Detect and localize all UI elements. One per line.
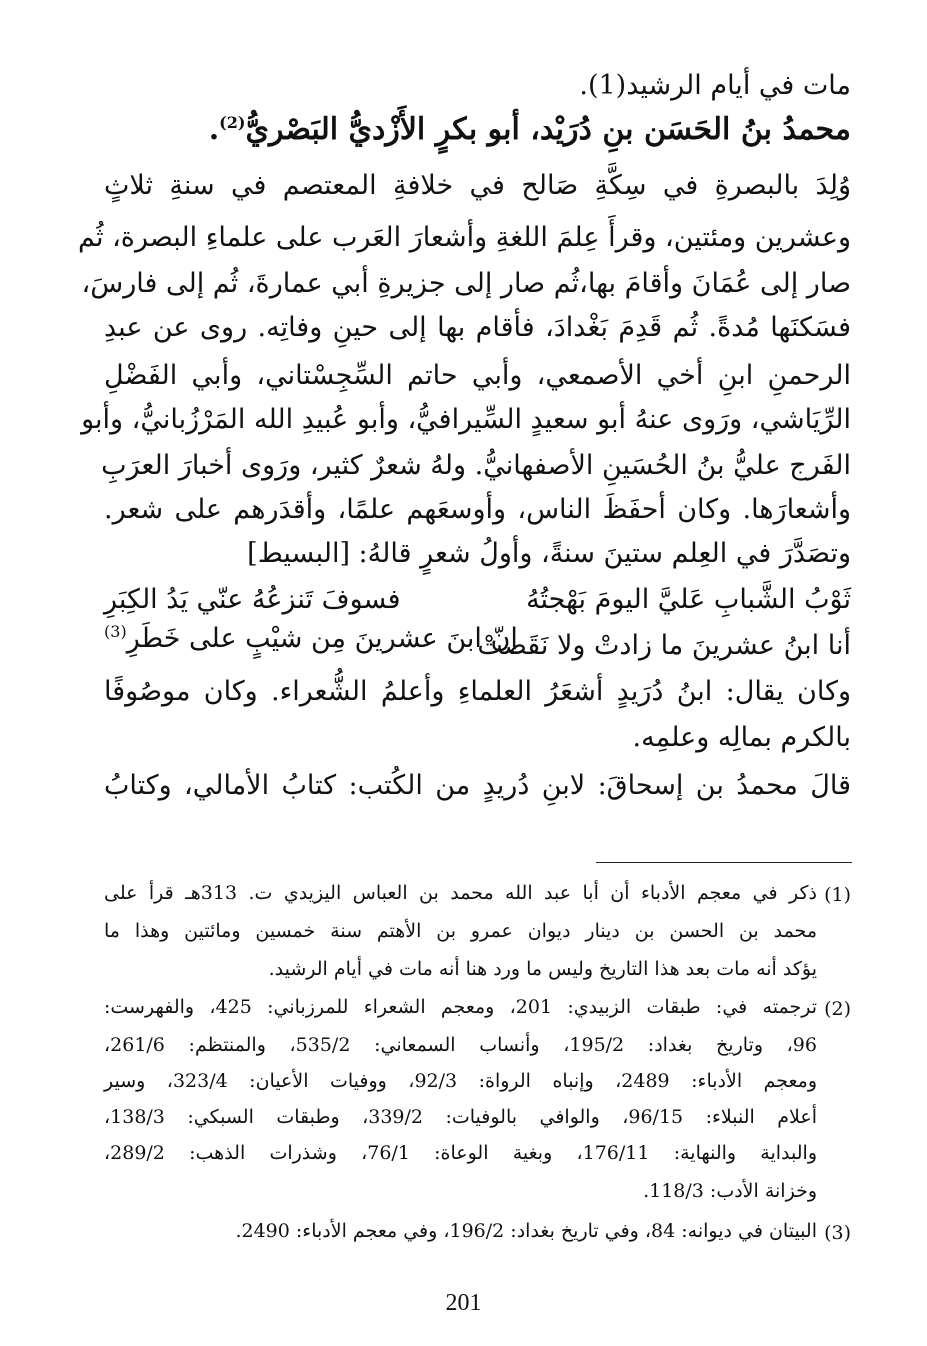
verse-footnote-ref[interactable]: (3) [104,622,127,641]
body-line: وأشعارَها. وكان أحفَظَ الناس، وأوسعَهم علمًا، وأقدَرهم على شعر. [104,494,851,525]
footnote-number: (1) [824,884,851,906]
body-line: وعشرين ومئتين، وقرأَ عِلمَ اللغةِ وأشعارَ العَرب على علماءِ البصرة، ثُم [78,222,851,253]
body-line: الرِّيَاشي، ورَوى عنهُ أبو سعيدٍ السِّيرافيُّ، وأبو عُبيدِ الله المَرْزُبانيُّ، وأبو [81,404,851,435]
body-line: قالَ محمدُ بن إسحاقَ: لابنِ دُريدٍ من الكُتب: كتابُ الأمالي، وكتابُ [104,770,851,801]
footnote-line: ترجمته في: طبقات الزبيدي: 201، ومعجم الشعراء للمرزباني: 425، والفهرست: [104,996,817,1018]
body-line: بالكرم بمالِه وعلمِه. [632,722,851,753]
verse-hemistich-first: ثَوْبُ الشَّبابِ عَليَّ اليومَ بَهْجتُهُ [526,584,851,615]
footnote-line: أعلام النبلاء: 96/15، والوافي بالوفيات: 339/2، وطبقات السبكي: 138/3، [104,1106,817,1128]
footnote-line: البيتان في ديوانه: 84، وفي تاريخ بغداد: 196/2، وفي معجم الأدباء: 2490. [235,1220,817,1242]
footnote-line: يؤكد أنه مات بعد هذا التاريخ وليس ما ورد هنا أنه مات في أيام الرشيد. [268,958,817,980]
intro-line: مات في أيام الرشيد(1). [579,70,851,101]
verse-hemistich-second: فسوفَ تَنزعُهُ عنّي يَدُ الكِبَرِ [104,584,401,615]
verse-hemistich-first: أنا ابنُ عشرينَ ما زادتْ ولا نَقَصتْ [477,630,851,661]
footnote-line: 96، وتاريخ بغداد: 195/2، وأنساب السمعاني: 535/2، والمنتظم: 261/6، [104,1034,817,1056]
footnote-line: ذكر في معجم الأدباء أن أبا عبد الله محمد بن العباس اليزيدي ت. 313هـ قرأ على [104,882,817,904]
body-line: وتصَدَّرَ في العِلم ستينَ سنةً، وأولُ شعرٍ قالهُ: [البسيط] [247,538,851,569]
body-line: وكان يقال: ابنُ دُرَيدٍ أشعَرُ العلماءِ وأعلمُ الشُّعراء. وكان موصُوفًا [104,676,851,707]
heading-text: محمدُ بنُ الحَسَن بنِ دُرَيْد، أبو بكرٍ الأَزْديُّ البَصْريُّ [245,112,851,147]
heading-footnote-ref[interactable]: (2) [219,113,246,132]
footnote-number: (2) [824,998,851,1020]
footnote-line: وخزانة الأدب: 118/3. [643,1180,817,1202]
body-line: فسَكنَها مُدةً. ثُم قَدِمَ بَغْدادَ، فأقام بها إلى حينِ وفاتِه. روى عن عبدِ [104,312,851,343]
entry-heading [209,112,851,147]
body-line: الرحمنِ ابنِ أخي الأصمعي، وأبي حاتم السِّجِسْتاني، وأبي الفَضْلِ [104,360,851,391]
body-line: صار إلى عُمَانَ وأقامَ بها،ثُم صار إلى جزيرةِ أبي عمارةَ، ثُم إلى فارسَ، [81,268,851,299]
footnote-number: (3) [824,1222,851,1244]
footnote-line: والبداية والنهاية: 176/11، وبغية الوعاة: 76/1، وشذرات الذهب: 289/2، [104,1142,818,1164]
verse-hemistich-second: إنّ ابنَ عشرينَ مِن شيْبٍ على خَطَرِ [126,623,518,654]
footnote-divider [596,862,852,863]
page-number: 201 [445,1290,482,1316]
verse-hemistich-second-with-ref [104,622,518,654]
body-line: وُلِدَ بالبصرةِ في سِكَّةِ صَالح في خلافةِ المعتصم في سنةِ ثلاثٍ [104,170,851,201]
footnote-line: محمد بن الحسن بن دينار ديوان عمرو بن الأهتم سنة خمسين ومائتين وهذا ما [104,920,817,942]
footnote-line: ومعجم الأدباء: 2489، وإنباه الرواة: 92/3، ووفيات الأعيان: 323/4، وسير [104,1070,818,1092]
heading-period: . [208,112,220,147]
body-line: الفَرج عليُّ بنُ الحُسَينِ الأصفهانيُّ. ولهُ شعرٌ كثير، ورَوى أخبارَ العرَبِ [101,450,851,481]
